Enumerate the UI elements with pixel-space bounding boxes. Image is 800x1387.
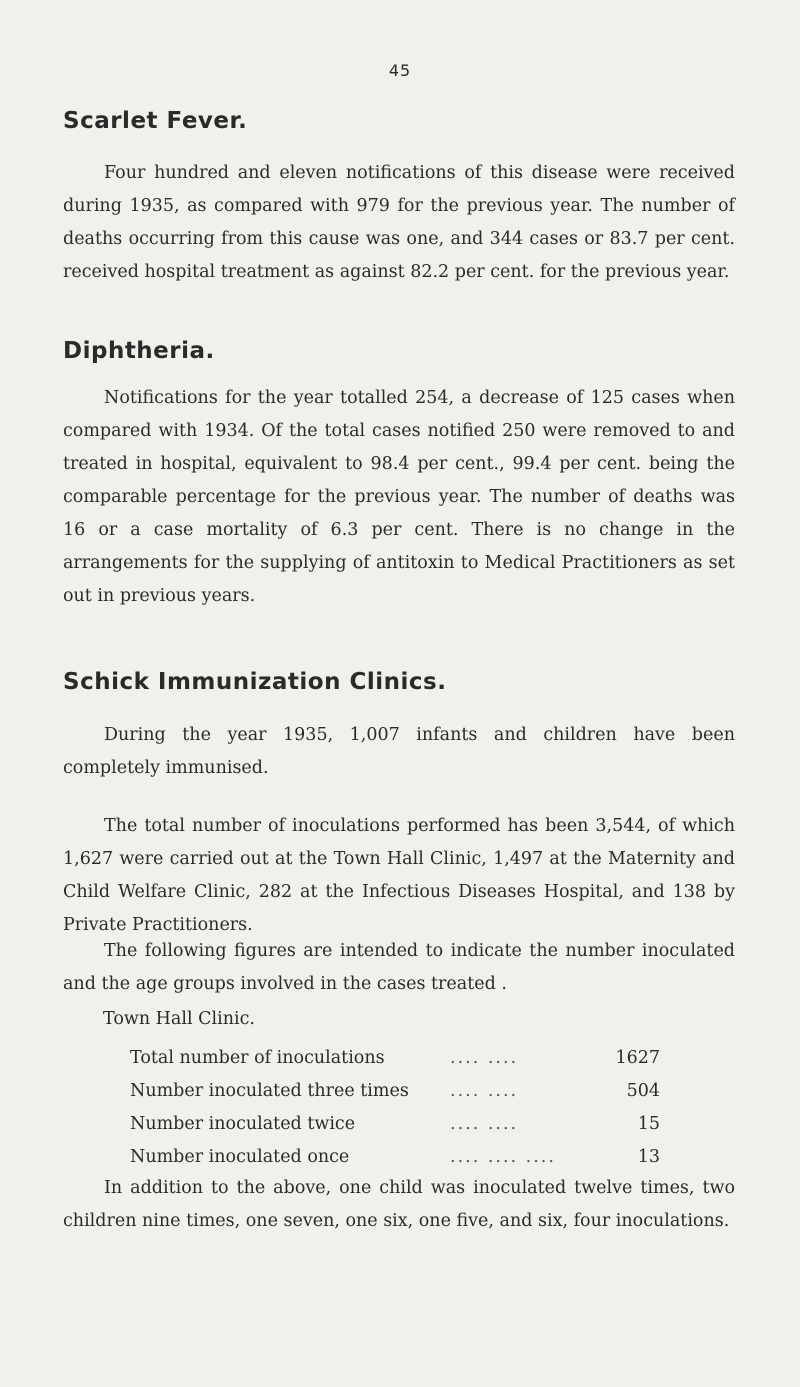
row-leader: .... ....	[450, 1080, 519, 1101]
scarlet-fever-heading: Scarlet Fever.	[63, 108, 248, 134]
row-leader: .... ....	[450, 1113, 519, 1134]
diphtheria-heading: Diphtheria.	[63, 338, 215, 364]
page-number: 45	[388, 61, 412, 80]
table-row	[130, 1107, 660, 1140]
schick-paragraph-2: The total number of inoculations performed has been 3,544, of which 1,627 were carried out at the Town Hall Clinic, 1,497 at the Maternity and Child Welfare Clinic, 282 at the Infectious Diseases Hospital, and 138 by Private Practitioners.	[63, 816, 735, 935]
row-label: Number inoculated twice	[130, 1113, 356, 1134]
scarlet-fever-paragraph: Four hundred and eleven notifications of this disease were received during 1935, as compared with 979 for the previous year. The number of deaths occurring from this cause was one, and 344 cases or 83.7 per cent. received hospital treatment as against 82.2 per cent. for the previous year.	[63, 163, 735, 282]
table-row	[130, 1074, 660, 1107]
inoculation-table	[130, 1041, 660, 1173]
table-row	[130, 1140, 660, 1173]
row-value: 13	[637, 1146, 660, 1167]
row-label: Number inoculated once	[130, 1146, 350, 1167]
row-value: 15	[637, 1113, 660, 1134]
row-leader: .... .... ....	[450, 1146, 556, 1167]
schick-heading: Schick Immunization Clinics.	[63, 669, 447, 695]
schick-paragraph-1: During the year 1935, 1,007 infants and children have been completely immunised.	[63, 725, 735, 778]
row-leader: .... ....	[450, 1047, 519, 1068]
row-label: Number inoculated three times	[130, 1080, 409, 1101]
schick-paragraph-4: In addition to the above, one child was inoculated twelve times, two children nine times, one seven, one six, one five, and six, four inoculations.	[63, 1178, 735, 1231]
schick-paragraph-3: The following figures are intended to indicate the number inoculated and the age groups involved in the cases treated .	[63, 941, 735, 994]
table-row	[130, 1041, 660, 1074]
row-label: Total number of inoculations	[130, 1047, 385, 1068]
town-hall-clinic-label: Town Hall Clinic.	[103, 1009, 255, 1029]
diphtheria-paragraph: Notifications for the year totalled 254, a decrease of 125 cases when compared with 1934. Of the total cases notified 250 were removed to and treated in hospital, equivalent to 98.4 per cent., 99.4 per cent. being the comparable percentage for the previous year. The number of deaths was 16 or a case mortality of 6.3 per cent. There is no change in the arrangements for the supplying of antitoxin to Medical Practitioners as set out in previous years.	[63, 388, 735, 606]
row-value: 504	[626, 1080, 660, 1101]
row-value: 1627	[615, 1047, 660, 1068]
